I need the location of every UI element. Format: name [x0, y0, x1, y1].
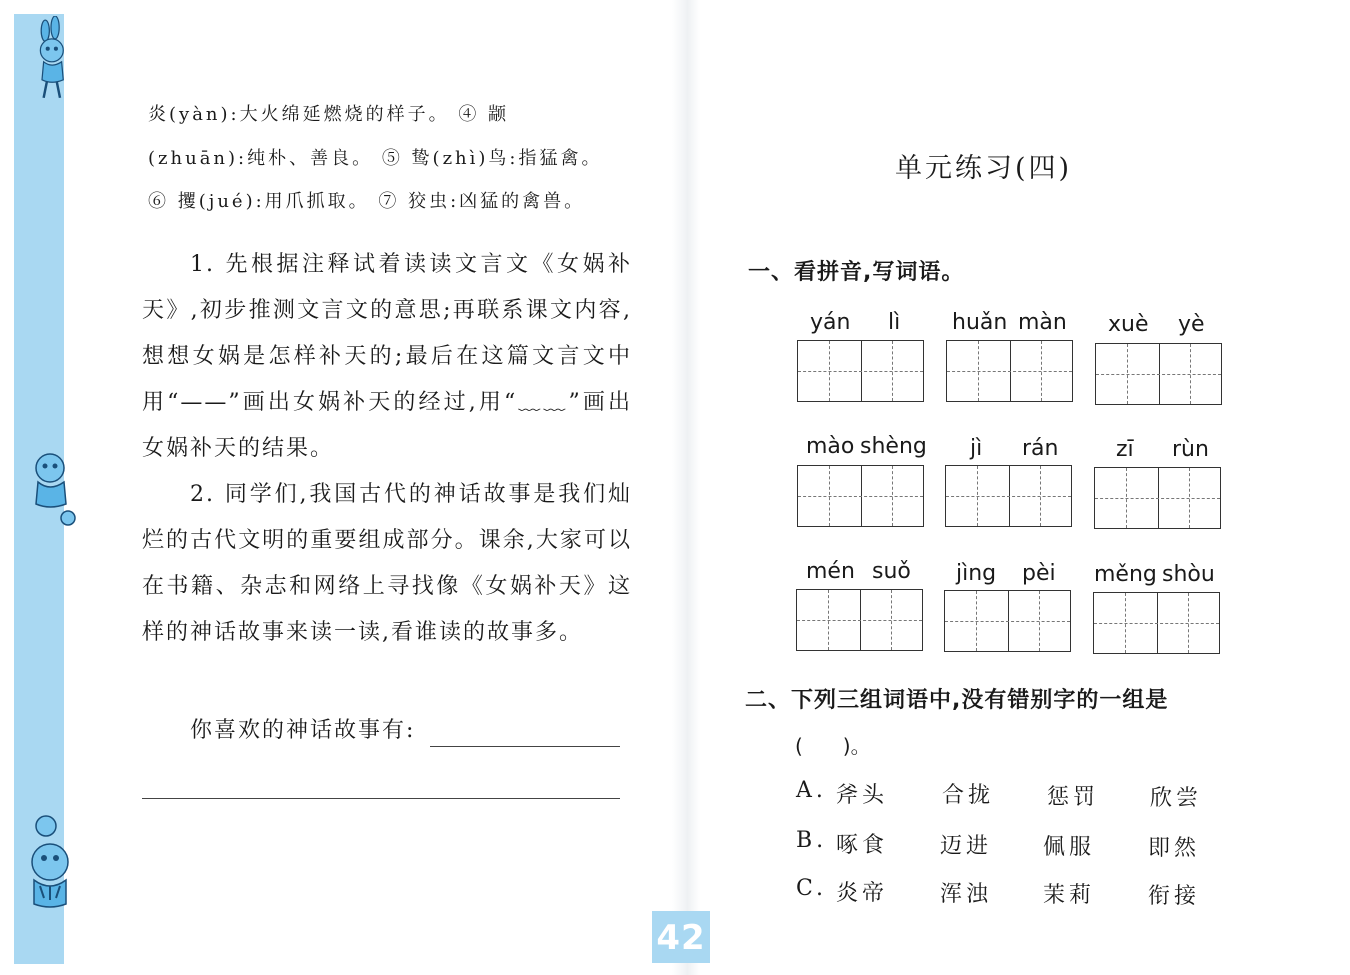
writing-grid-box[interactable] [1094, 467, 1221, 529]
pinyin-label: jìng [956, 561, 997, 586]
option-label-c[interactable]: C. [796, 876, 828, 901]
favorite-story-prompt: 你喜欢的神话故事有: [190, 718, 416, 743]
rabbit-cartoon-icon [20, 16, 82, 106]
pinyin-label: rùn [1172, 437, 1209, 462]
pinyin-label: jì [970, 436, 983, 461]
task-paragraph-1: 1. 先根据注释试着读读文言文《女娲补天》,初步推测文言文的意思;再联系课文内容,想想女娲是怎样补天的;最后在这篇文言文中用“——”画出女娲补天的经过,用“﹏﹏”画出女娲补天的结果。 [142, 252, 632, 461]
section-1-heading: 一、看拼音,写词语。 [748, 260, 965, 285]
option-label-a[interactable]: A. [796, 778, 827, 803]
pinyin-label: mén [806, 559, 855, 584]
option-word: 佩服 [1043, 835, 1096, 860]
pinyin-label: màn [1018, 310, 1067, 335]
footnote-line-2: (zhuān):纯朴、善良。 ⑤ 鸷(zhì)鸟:指猛禽。 [148, 148, 603, 169]
answer-parentheses[interactable]: ( )。 [795, 734, 871, 758]
pinyin-label: yán [810, 310, 851, 335]
option-word: 啄食 [836, 833, 889, 858]
writing-grid-box[interactable] [1093, 592, 1220, 654]
tiger-cartoon-icon [20, 812, 82, 912]
writing-grid-box[interactable] [1095, 343, 1222, 405]
option-word: 斧头 [836, 783, 889, 808]
task-paragraph-2: 2. 同学们,我国古代的神话故事是我们灿烂的古代文明的重要组成部分。课余,大家可以在书籍、杂志和网络上寻找像《女娲补天》这样的神话故事来读一读,看谁读的故事多。 [142, 482, 632, 645]
pinyin-label: mào [806, 434, 855, 459]
pinyin-label: yè [1178, 312, 1205, 337]
pinyin-label: shèng [860, 434, 927, 459]
pinyin-label: pèi [1022, 561, 1056, 586]
footnote-line-1: 炎(yàn):大火绵延燃烧的样子。 ④ 颛 [148, 104, 510, 125]
pinyin-label: rán [1022, 436, 1059, 461]
pinyin-label: lì [888, 310, 901, 335]
writing-grid-box[interactable] [797, 465, 924, 527]
writing-grid-box[interactable] [946, 340, 1073, 402]
pinyin-label: shòu [1162, 562, 1215, 587]
answer-line-2[interactable] [142, 798, 620, 799]
option-label-b[interactable]: B. [796, 828, 828, 853]
writing-grid-box[interactable] [796, 589, 923, 651]
option-word: 茉莉 [1043, 883, 1096, 908]
option-word: 惩罚 [1047, 785, 1100, 810]
section-2-heading: 二、下列三组词语中,没有错别字的一组是 [745, 688, 1169, 713]
pinyin-label: huǎn [952, 310, 1008, 335]
option-word: 炎帝 [836, 881, 889, 906]
footnote-line-3: ⑥ 攫(jué):用爪抓取。 ⑦ 狡虫:凶猛的禽兽。 [148, 191, 586, 212]
writing-grid-box[interactable] [945, 465, 1072, 527]
writing-grid-box[interactable] [944, 590, 1071, 652]
answer-line-1[interactable] [430, 746, 620, 747]
option-word: 浑浊 [940, 882, 993, 907]
option-word: 合拢 [942, 783, 995, 808]
pinyin-label: xuè [1108, 312, 1149, 337]
option-word: 即然 [1148, 836, 1201, 861]
writing-grid-box[interactable] [797, 340, 924, 402]
pinyin-label: suǒ [872, 559, 911, 584]
option-word: 衔接 [1148, 884, 1201, 909]
unit-exercise-title: 单元练习(四) [895, 153, 1073, 184]
pinyin-label: měng [1094, 562, 1157, 587]
pinyin-label: zī [1116, 437, 1134, 462]
option-word: 欣尝 [1150, 786, 1203, 811]
squirrel-cartoon-icon [20, 438, 82, 528]
page-gutter [672, 0, 700, 975]
option-word: 迈进 [940, 834, 993, 859]
page-number: 42 [652, 911, 710, 963]
